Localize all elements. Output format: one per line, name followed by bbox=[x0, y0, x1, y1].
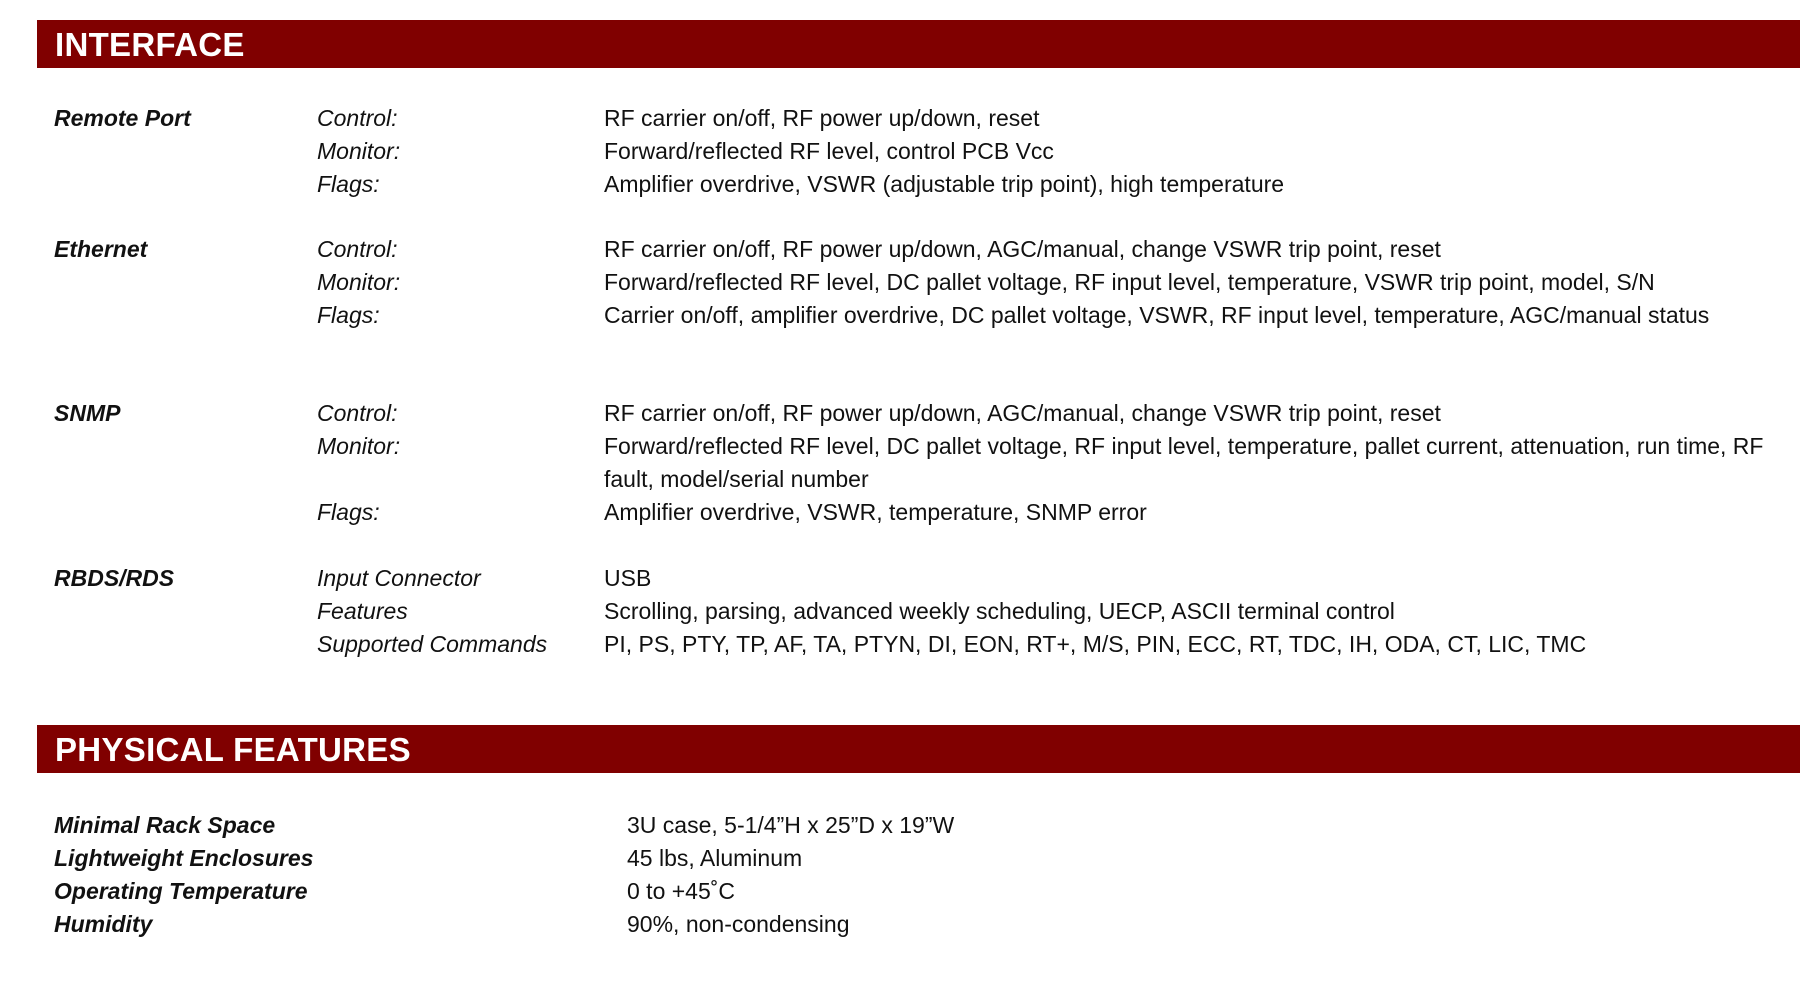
spec-value: Forward/reflected RF level, DC pallet voltage, RF input level, temperature, pallet current, attenuation, run time, RF fault, model/serial number bbox=[604, 433, 1764, 492]
spec-value: Scrolling, parsing, advanced weekly scheduling, UECP, ASCII terminal control bbox=[604, 598, 1395, 624]
spec-value: RF carrier on/off, RF power up/down, AGC/manual, change VSWR trip point, reset bbox=[604, 400, 1441, 426]
spec-row bbox=[54, 908, 1774, 941]
spec-row bbox=[54, 102, 1774, 135]
spec-value: 0 to +45˚C bbox=[627, 878, 736, 904]
interface-section-title: INTERFACE bbox=[55, 25, 245, 63]
spec-label: Supported Commands bbox=[317, 631, 548, 657]
spec-label: Lightweight Enclosures bbox=[54, 845, 314, 871]
spec-value: 45 lbs, Aluminum bbox=[627, 845, 803, 871]
spec-group-snmp bbox=[54, 397, 1774, 529]
spec-row bbox=[54, 397, 1774, 430]
spec-row bbox=[54, 266, 1774, 299]
spec-label: Humidity bbox=[54, 911, 153, 937]
spec-row bbox=[54, 562, 1774, 595]
spec-label: Operating Temperature bbox=[54, 878, 308, 904]
spec-row bbox=[54, 299, 1774, 365]
spec-row bbox=[54, 168, 1774, 201]
spec-value: Forward/reflected RF level, control PCB Vcc bbox=[604, 138, 1054, 164]
spec-value: Forward/reflected RF level, DC pallet voltage, RF input level, temperature, VSWR trip point, model, S/N bbox=[604, 269, 1655, 295]
spec-row bbox=[54, 628, 1774, 661]
spec-row bbox=[54, 430, 1774, 496]
spec-value: RF carrier on/off, RF power up/down, AGC/manual, change VSWR trip point, reset bbox=[604, 236, 1441, 262]
physical-section-header bbox=[37, 725, 1800, 773]
spec-value: Amplifier overdrive, VSWR, temperature, SNMP error bbox=[604, 499, 1147, 525]
spec-label: Flags: bbox=[317, 302, 380, 328]
spec-group-name: Remote Port bbox=[54, 105, 191, 131]
spec-group-remote-port bbox=[54, 102, 1774, 201]
spec-label: Input Connector bbox=[317, 565, 481, 591]
spec-value: PI, PS, PTY, TP, AF, TA, PTYN, DI, EON, RT+, M/S, PIN, ECC, RT, TDC, IH, ODA, CT, LIC, TMC bbox=[604, 631, 1587, 657]
spec-label: Monitor: bbox=[317, 269, 401, 295]
spec-value: Amplifier overdrive, VSWR (adjustable trip point), high temperature bbox=[604, 171, 1285, 197]
physical-features-list bbox=[54, 809, 1774, 941]
spec-value: RF carrier on/off, RF power up/down, reset bbox=[604, 105, 1040, 131]
spec-label: Control: bbox=[317, 105, 398, 131]
spec-value: Carrier on/off, amplifier overdrive, DC pallet voltage, VSWR, RF input level, temperature, AGC/manual status bbox=[604, 302, 1710, 328]
spec-label: Features bbox=[317, 598, 408, 624]
physical-section-title: PHYSICAL FEATURES bbox=[55, 730, 411, 768]
spec-value: USB bbox=[604, 565, 652, 591]
spec-row bbox=[54, 496, 1774, 529]
spec-group-rbds-rds bbox=[54, 562, 1774, 661]
spec-group-name: RBDS/RDS bbox=[54, 565, 175, 591]
spec-group-name: Ethernet bbox=[54, 236, 148, 262]
spec-label: Monitor: bbox=[317, 138, 401, 164]
spec-label: Monitor: bbox=[317, 433, 401, 459]
spec-label: Control: bbox=[317, 236, 398, 262]
spec-label: Control: bbox=[317, 400, 398, 426]
spec-row bbox=[54, 842, 1774, 875]
spec-row bbox=[54, 875, 1774, 908]
interface-section-header bbox=[37, 20, 1800, 68]
spec-row bbox=[54, 135, 1774, 168]
spec-value: 90%, non-condensing bbox=[627, 911, 850, 937]
spec-label: Minimal Rack Space bbox=[54, 812, 276, 838]
spec-label: Flags: bbox=[317, 171, 380, 197]
spec-row bbox=[54, 233, 1774, 266]
spec-row bbox=[54, 595, 1774, 628]
spec-value: 3U case, 5-1/4”H x 25”D x 19”W bbox=[627, 812, 955, 838]
spec-group-ethernet bbox=[54, 233, 1774, 365]
spec-label: Flags: bbox=[317, 499, 380, 525]
spec-row bbox=[54, 809, 1774, 842]
spec-group-name: SNMP bbox=[54, 400, 121, 426]
